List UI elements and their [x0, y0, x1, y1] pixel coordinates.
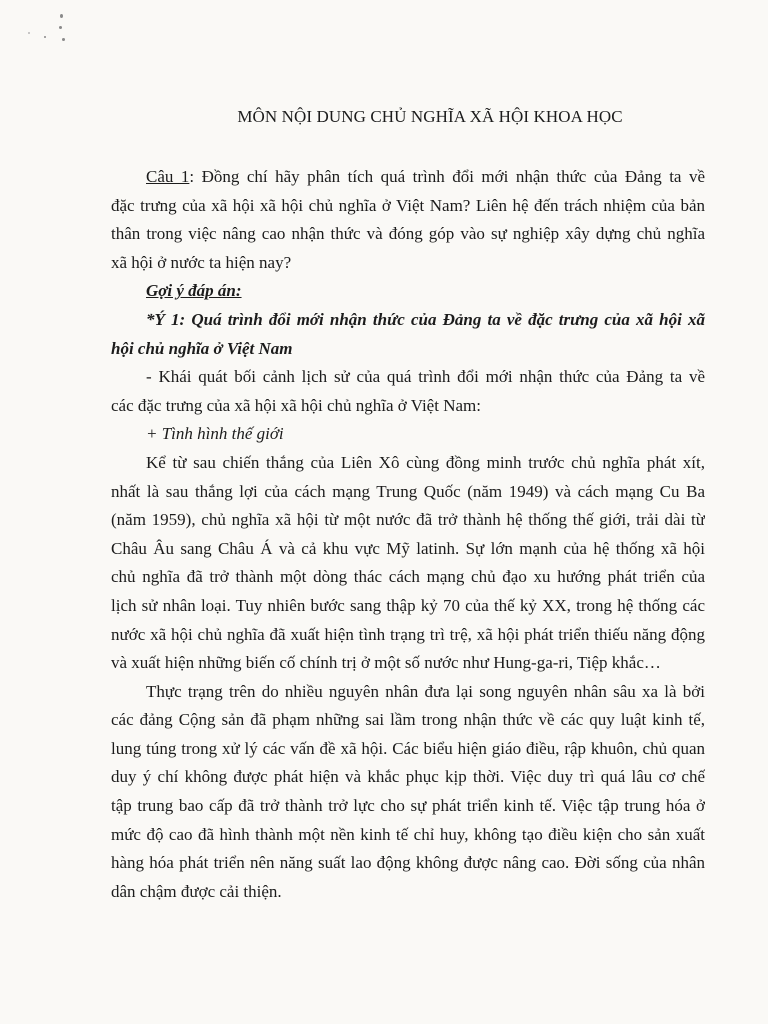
context-line: các đặc trưng của xã hội xã hội chủ nghĩa ở Việt Nam: [111, 395, 481, 415]
question-line: thân trong việc nâng cao nhận thức và đóng góp vào sự nghiệp xây dựng chủ nghĩa [111, 224, 705, 244]
paragraph-line: Kể từ sau chiến thắng của Liên Xô cùng đồng minh trước chủ nghĩa phát xít, [146, 452, 705, 472]
scan-speck [62, 38, 65, 41]
paragraph-line: nước xã hội chủ nghĩa đã xuất hiện tình trạng trì trệ, xã hội phát triển thiếu năng động [111, 624, 705, 644]
point-heading: *Ý 1: Quá trình đổi mới nhận thức của Đảng ta về đặc trưng của xã hội xã [146, 309, 705, 329]
paragraph-line: mức độ cao đã hình thành một nền kinh tế chỉ huy, không tạo điều kiện cho sản xuất [111, 824, 705, 844]
scan-speck [59, 26, 62, 29]
paragraph-line: tập trung bao cấp đã trở thành trở lực cho sự phát triển kinh tế. Việc tập trung hóa ở [111, 796, 705, 816]
scan-speck [44, 36, 46, 38]
paragraph-line: Châu Âu sang Châu Á và cả khu vực Mỹ latinh. Sự lớn mạnh của hệ thống xã hội [111, 538, 705, 558]
paragraph-line: chủ nghĩa đã trở thành một dòng thác cách mạng chủ đạo xu hướng phát triển của [111, 567, 705, 587]
paragraph-line: lịch sử nhân loại. Tuy nhiên bước sang thập kỷ 70 của thế kỷ XX, trong hệ thống các [111, 595, 705, 615]
question-line [111, 163, 705, 192]
paragraph-line: các đảng Cộng sản đã phạm những sai lầm trong nhận thức về các quy luật kinh tế, [111, 710, 705, 730]
paragraph-line: nhất là sau thắng lợi của cách mạng Trung Quốc (năm 1949) và cách mạng Cu Ba [111, 481, 705, 501]
answer-heading: Gợi ý đáp án: [146, 281, 242, 301]
question-line: xã hội ở nước ta hiện nay? [111, 252, 292, 272]
scan-speck [60, 14, 63, 18]
paragraph-line: hàng hóa phát triển nên năng suất lao động không được nâng cao. Đời sống của nhân [111, 853, 705, 873]
document-title: MÔN NỘI DUNG CHỦ NGHĨA XÃ HỘI KHOA HỌC [237, 107, 623, 126]
paragraph-line: và xuất hiện những biến cố chính trị ở một số nước như Hung-ga-ri, Tiệp khắc… [111, 653, 661, 673]
point-heading: hội chủ nghĩa ở Việt Nam [111, 338, 293, 358]
paragraph-line: duy ý chí không được phát hiện và khắc phục kịp thời. Việc duy trì quá lâu cơ chế [111, 767, 705, 787]
paragraph-line: (năm 1959), chủ nghĩa xã hội từ một nước đã trở thành hệ thống thế giới, trải dài từ [111, 510, 705, 530]
paragraph-line: lung túng trong xử lý các vấn đề xã hội. Các biểu hiện giáo điều, rập khuôn, chủ quan [111, 738, 705, 758]
paragraph-line: dân chậm được cải thiện. [111, 881, 282, 901]
scan-speck [28, 32, 30, 34]
question-line: đặc trưng của xã hội xã hội chủ nghĩa ở Việt Nam? Liên hệ đến trách nhiệm của bản [111, 195, 705, 215]
question-label: Câu 1 [146, 167, 190, 186]
document-body [111, 163, 705, 906]
question-text: : Đồng chí hãy phân tích quá trình đổi mới nhận thức của Đảng ta về [189, 167, 705, 186]
context-line: - Khái quát bối cảnh lịch sử của quá trình đổi mới nhận thức của Đảng ta về [146, 367, 705, 387]
world-heading: + Tình hình thế giới [146, 424, 284, 444]
paragraph-line: Thực trạng trên do nhiều nguyên nhân đưa lại song nguyên nhân sâu xa là bởi [146, 681, 705, 701]
